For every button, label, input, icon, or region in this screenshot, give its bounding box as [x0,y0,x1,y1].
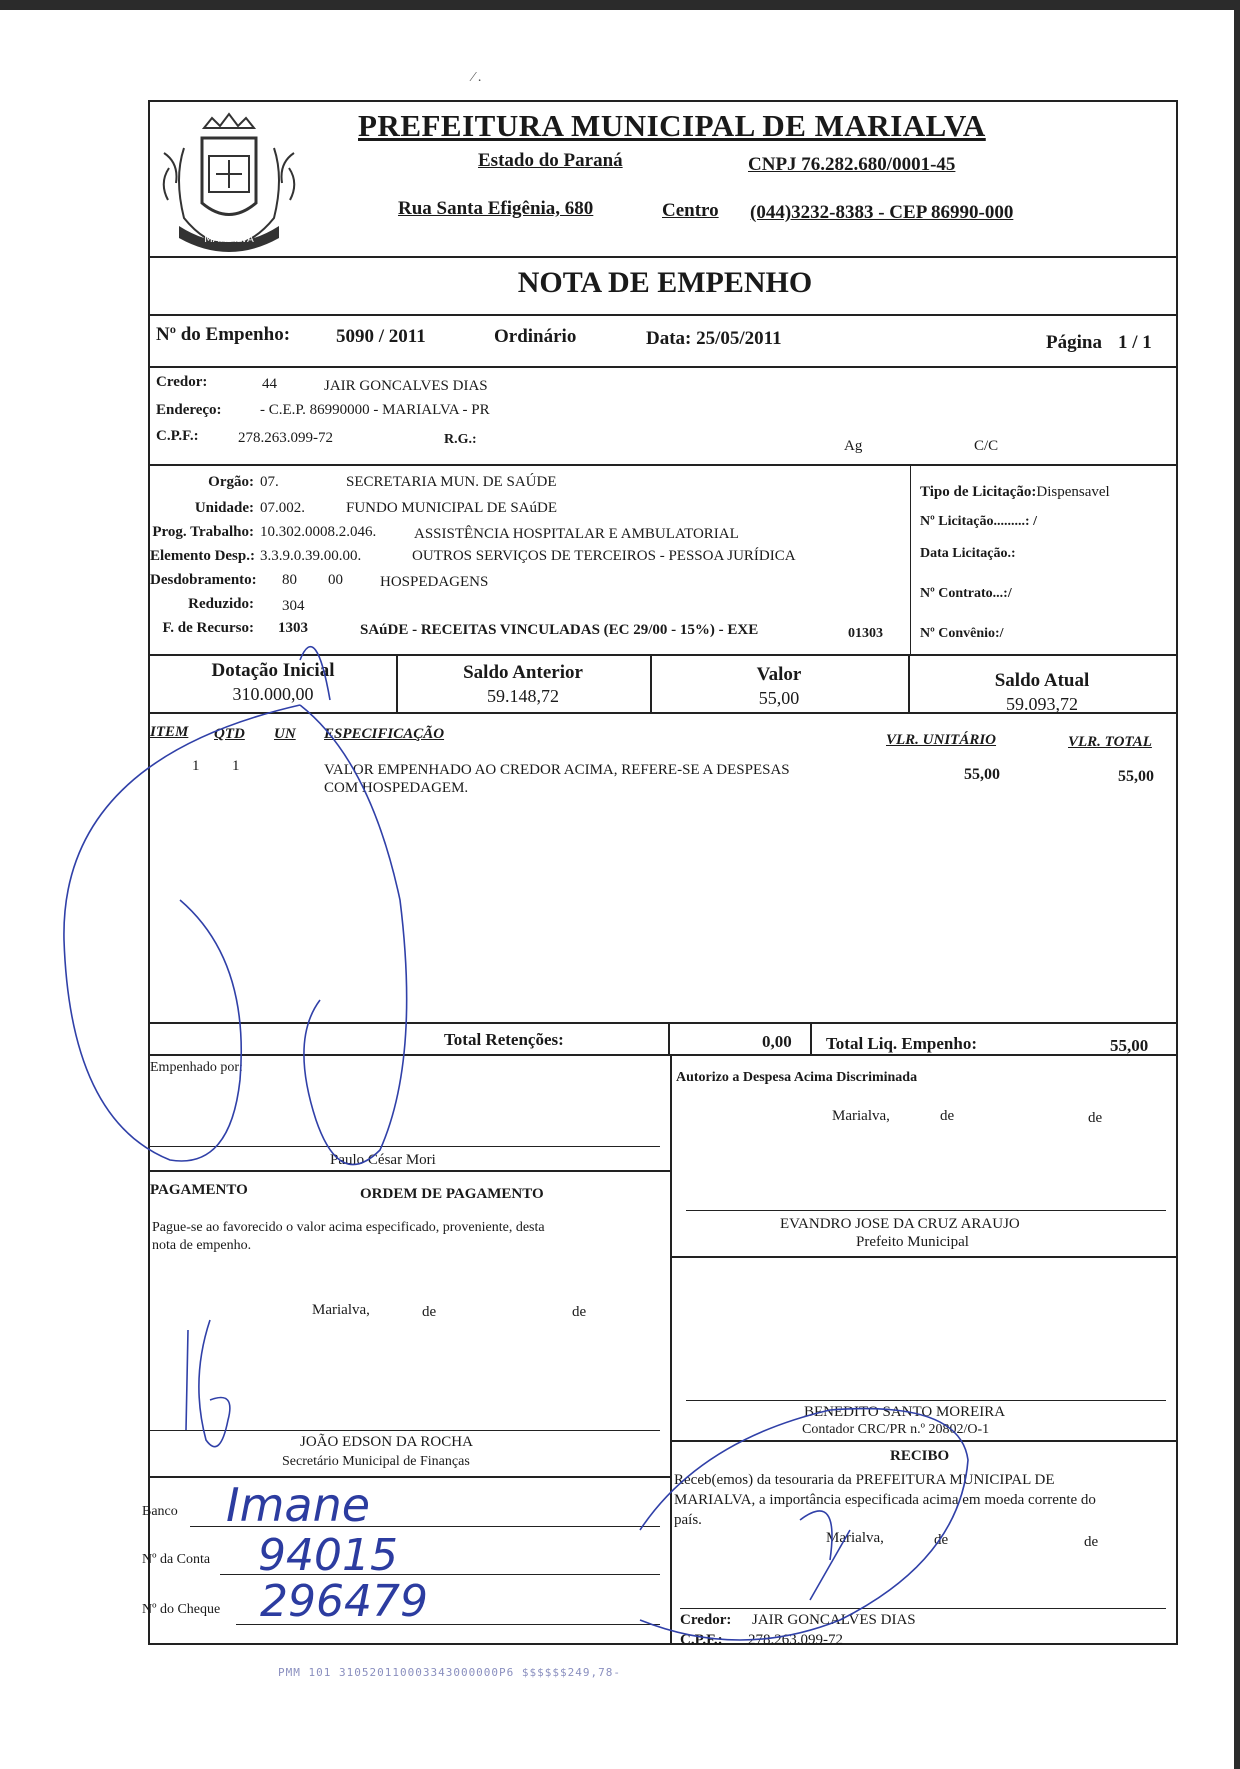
contador-name: BENEDITO SANTO MOREIRA [804,1404,1006,1420]
fonte-recurso-number: 01303 [848,626,883,641]
row-qtd: 1 [232,758,240,774]
secretario-name: JOÃO EDSON DA ROCHA [300,1434,473,1450]
pagamento-de1: de [422,1304,437,1320]
col-header-qtd: QTD [214,726,245,742]
credor-label: Credor: [156,374,208,390]
pagamento-label: PAGAMENTO [150,1182,248,1198]
elemento-desp-label: Elemento Desp.: [150,548,255,564]
state-name: Estado do Paraná [478,150,623,171]
total-retencoes-value: 0,00 [762,1032,792,1051]
pagamento-text-line1: Pague-se ao favorecido o valor acima especificado, proveniente, desta [152,1220,545,1235]
total-retencoes-label: Total Retenções: [444,1030,564,1049]
col-header-item: ITEM [150,724,189,740]
row-description-line1: VALOR EMPENHADO AO CREDOR ACIMA, REFERE-SE A DESPESAS [324,762,790,778]
empenhado-por-name: Paulo César Mori [330,1152,436,1168]
unidade-name: FUNDO MUNICIPAL DE SAúDE [346,500,557,516]
cheque-handwritten: 296479 [260,1576,428,1627]
prefeito-role: Prefeito Municipal [856,1234,969,1250]
autorizo-de1: de [940,1108,955,1124]
desdobramento-label: Desdobramento: [150,572,257,588]
recibo-text-line1: Receb(emos) da tesouraria da PREFEITURA MUNICIPAL DE [674,1472,1055,1488]
banco-handwritten: Imane [226,1478,371,1532]
recibo-text-line3: país. [674,1512,702,1528]
dotacao-inicial-label: Dotação Inicial [211,660,335,681]
cnpj: CNPJ 76.282.680/0001-45 [748,154,956,175]
empenho-date: Data: 25/05/2011 [646,328,782,349]
col-header-un: UN [274,726,296,742]
prog-trabalho-name: ASSISTÊNCIA HOSPITALAR E AMBULATORIAL [414,526,739,542]
pagamento-text-line2: nota de empenho. [152,1238,252,1253]
empenho-number: 5090 / 2011 [336,326,426,347]
elemento-desp-code: 3.3.9.0.39.00.00. [260,548,362,564]
cpf-label: C.P.F.: [156,428,199,444]
row-description-line2: COM HOSPEDAGEM. [324,780,469,796]
row-total-value: 55,00 [1118,768,1154,785]
cc-label: C/C [974,438,999,454]
reduzido-label: Reduzido: [188,596,254,612]
row-item: 1 [192,758,200,774]
phone-cep: (044)3232-8383 - CEP 86990-000 [750,202,1014,223]
contador-role: Contador CRC/PR n.º 20802/O-1 [802,1422,990,1437]
desdobramento-name: HOSPEDAGENS [380,574,489,590]
dotacao-inicial-value: 310.000,00 [232,684,314,704]
endereco-label: Endereço: [156,402,222,418]
reduzido-value: 304 [282,598,305,614]
col-header-vlr-total: VLR. TOTAL [1068,734,1152,750]
credor-code: 44 [262,376,277,392]
page-number: 1 / 1 [1118,332,1152,353]
org-title: PREFEITURA MUNICIPAL DE MARIALVA [358,108,986,143]
rg-label: R.G.: [444,432,477,447]
total-liquido-label: Total Liq. Empenho: [826,1034,977,1053]
saldo-atual-value: 59.093,72 [1006,694,1078,714]
total-liquido-value: 55,00 [1110,1036,1149,1055]
prog-trabalho-label: Prog. Trabalho: [152,524,254,540]
recibo-credor-label: Credor: [680,1612,732,1628]
endereco-value: - C.E.P. 86990000 - MARIALVA - PR [260,402,490,418]
empenho-type: Ordinário [494,326,577,347]
recibo-title: RECIBO [890,1448,950,1464]
district: Centro [662,200,719,221]
autorizo-place: Marialva, [832,1108,890,1124]
pagamento-place: Marialva, [312,1302,370,1318]
ag-label: Ag [844,438,863,454]
recibo-de1: de [934,1532,949,1548]
seal-text: MARIALVA [204,234,254,245]
recibo-cpf-value: 278.263.099-72 [748,1632,843,1648]
conta-handwritten: 94015 [258,1530,398,1581]
recibo-de2: de [1084,1534,1099,1550]
tipo-licitacao-value: Dispensavel [1036,484,1110,500]
empenhado-por-label: Empenhado por: [150,1060,243,1075]
orgao-code: 07. [260,474,279,490]
bank-processing-stamp: PMM 101 310520110003343000000P6 $$$$$$249,78- [278,1666,622,1679]
unidade-code: 07.002. [260,500,305,516]
recibo-cpf-label: C.P.F.: [680,1632,723,1648]
unidade-label: Unidade: [194,500,254,516]
recibo-text-line2: MARIALVA, a importância especificada acima em moeda corrente do [674,1492,1096,1508]
fonte-recurso-code: 1303 [278,620,308,636]
pagamento-de2: de [572,1304,587,1320]
saldo-atual-label: Saldo Atual [994,670,1090,691]
prefeito-name: EVANDRO JOSE DA CRUZ ARAUJO [780,1216,1020,1232]
elemento-desp-name: OUTROS SERVIÇOS DE TERCEIROS - PESSOA JURÍDICA [412,548,796,564]
numero-licitacao: Nº Licitação.........: / [920,514,1037,529]
autorizo-de2: de [1088,1110,1103,1126]
scan-artifact: ⁄ . [472,70,482,85]
autorizo-title: Autorizo a Despesa Acima Discriminada [676,1070,918,1085]
conta-label: Nº da Conta [142,1552,211,1567]
secretario-role: Secretário Municipal de Finanças [282,1454,470,1469]
valor-value: 55,00 [758,688,800,708]
empenho-number-label: Nº do Empenho: [156,324,291,345]
document-title: NOTA DE EMPENHO [517,266,813,299]
saldo-anterior-label: Saldo Anterior [463,662,583,683]
recibo-place: Marialva, [826,1530,884,1546]
tipo-licitacao-label: Tipo de Licitação: [920,484,1037,500]
desdobramento-code1: 80 [282,572,297,588]
col-header-vlr-unitario: VLR. UNITÁRIO [886,732,997,748]
col-header-especificacao: ESPECIFICAÇÃO [324,726,445,742]
page-label: Página [1046,332,1102,353]
numero-contrato: Nº Contrato...:/ [920,586,1012,601]
numero-convenio: Nº Convênio:/ [920,626,1004,641]
valor-label: Valor [756,664,802,685]
fonte-recurso-name: SAúDE - RECEITAS VINCULADAS (EC 29/00 - 15%) - EXE [360,622,759,638]
credor-name: JAIR GONCALVES DIAS [324,378,488,394]
cheque-label: Nº do Cheque [142,1602,221,1617]
data-licitacao: Data Licitação.: [920,546,1016,561]
recibo-credor-value: JAIR GONCALVES DIAS [752,1612,916,1628]
street-address: Rua Santa Efigênia, 680 [398,198,594,219]
fonte-recurso-label: F. de Recurso: [162,620,254,636]
banco-label: Banco [142,1504,178,1519]
ordem-pagamento-title: ORDEM DE PAGAMENTO [360,1186,544,1202]
row-unit-value: 55,00 [964,766,1000,783]
cpf-value: 278.263.099-72 [238,430,333,446]
orgao-label: Orgão: [208,474,254,490]
desdobramento-code2: 00 [328,572,343,588]
orgao-name: SECRETARIA MUN. DE SAÚDE [346,474,557,490]
prog-trabalho-code: 10.302.0008.2.046. [260,524,377,540]
saldo-anterior-value: 59.148,72 [487,686,559,706]
